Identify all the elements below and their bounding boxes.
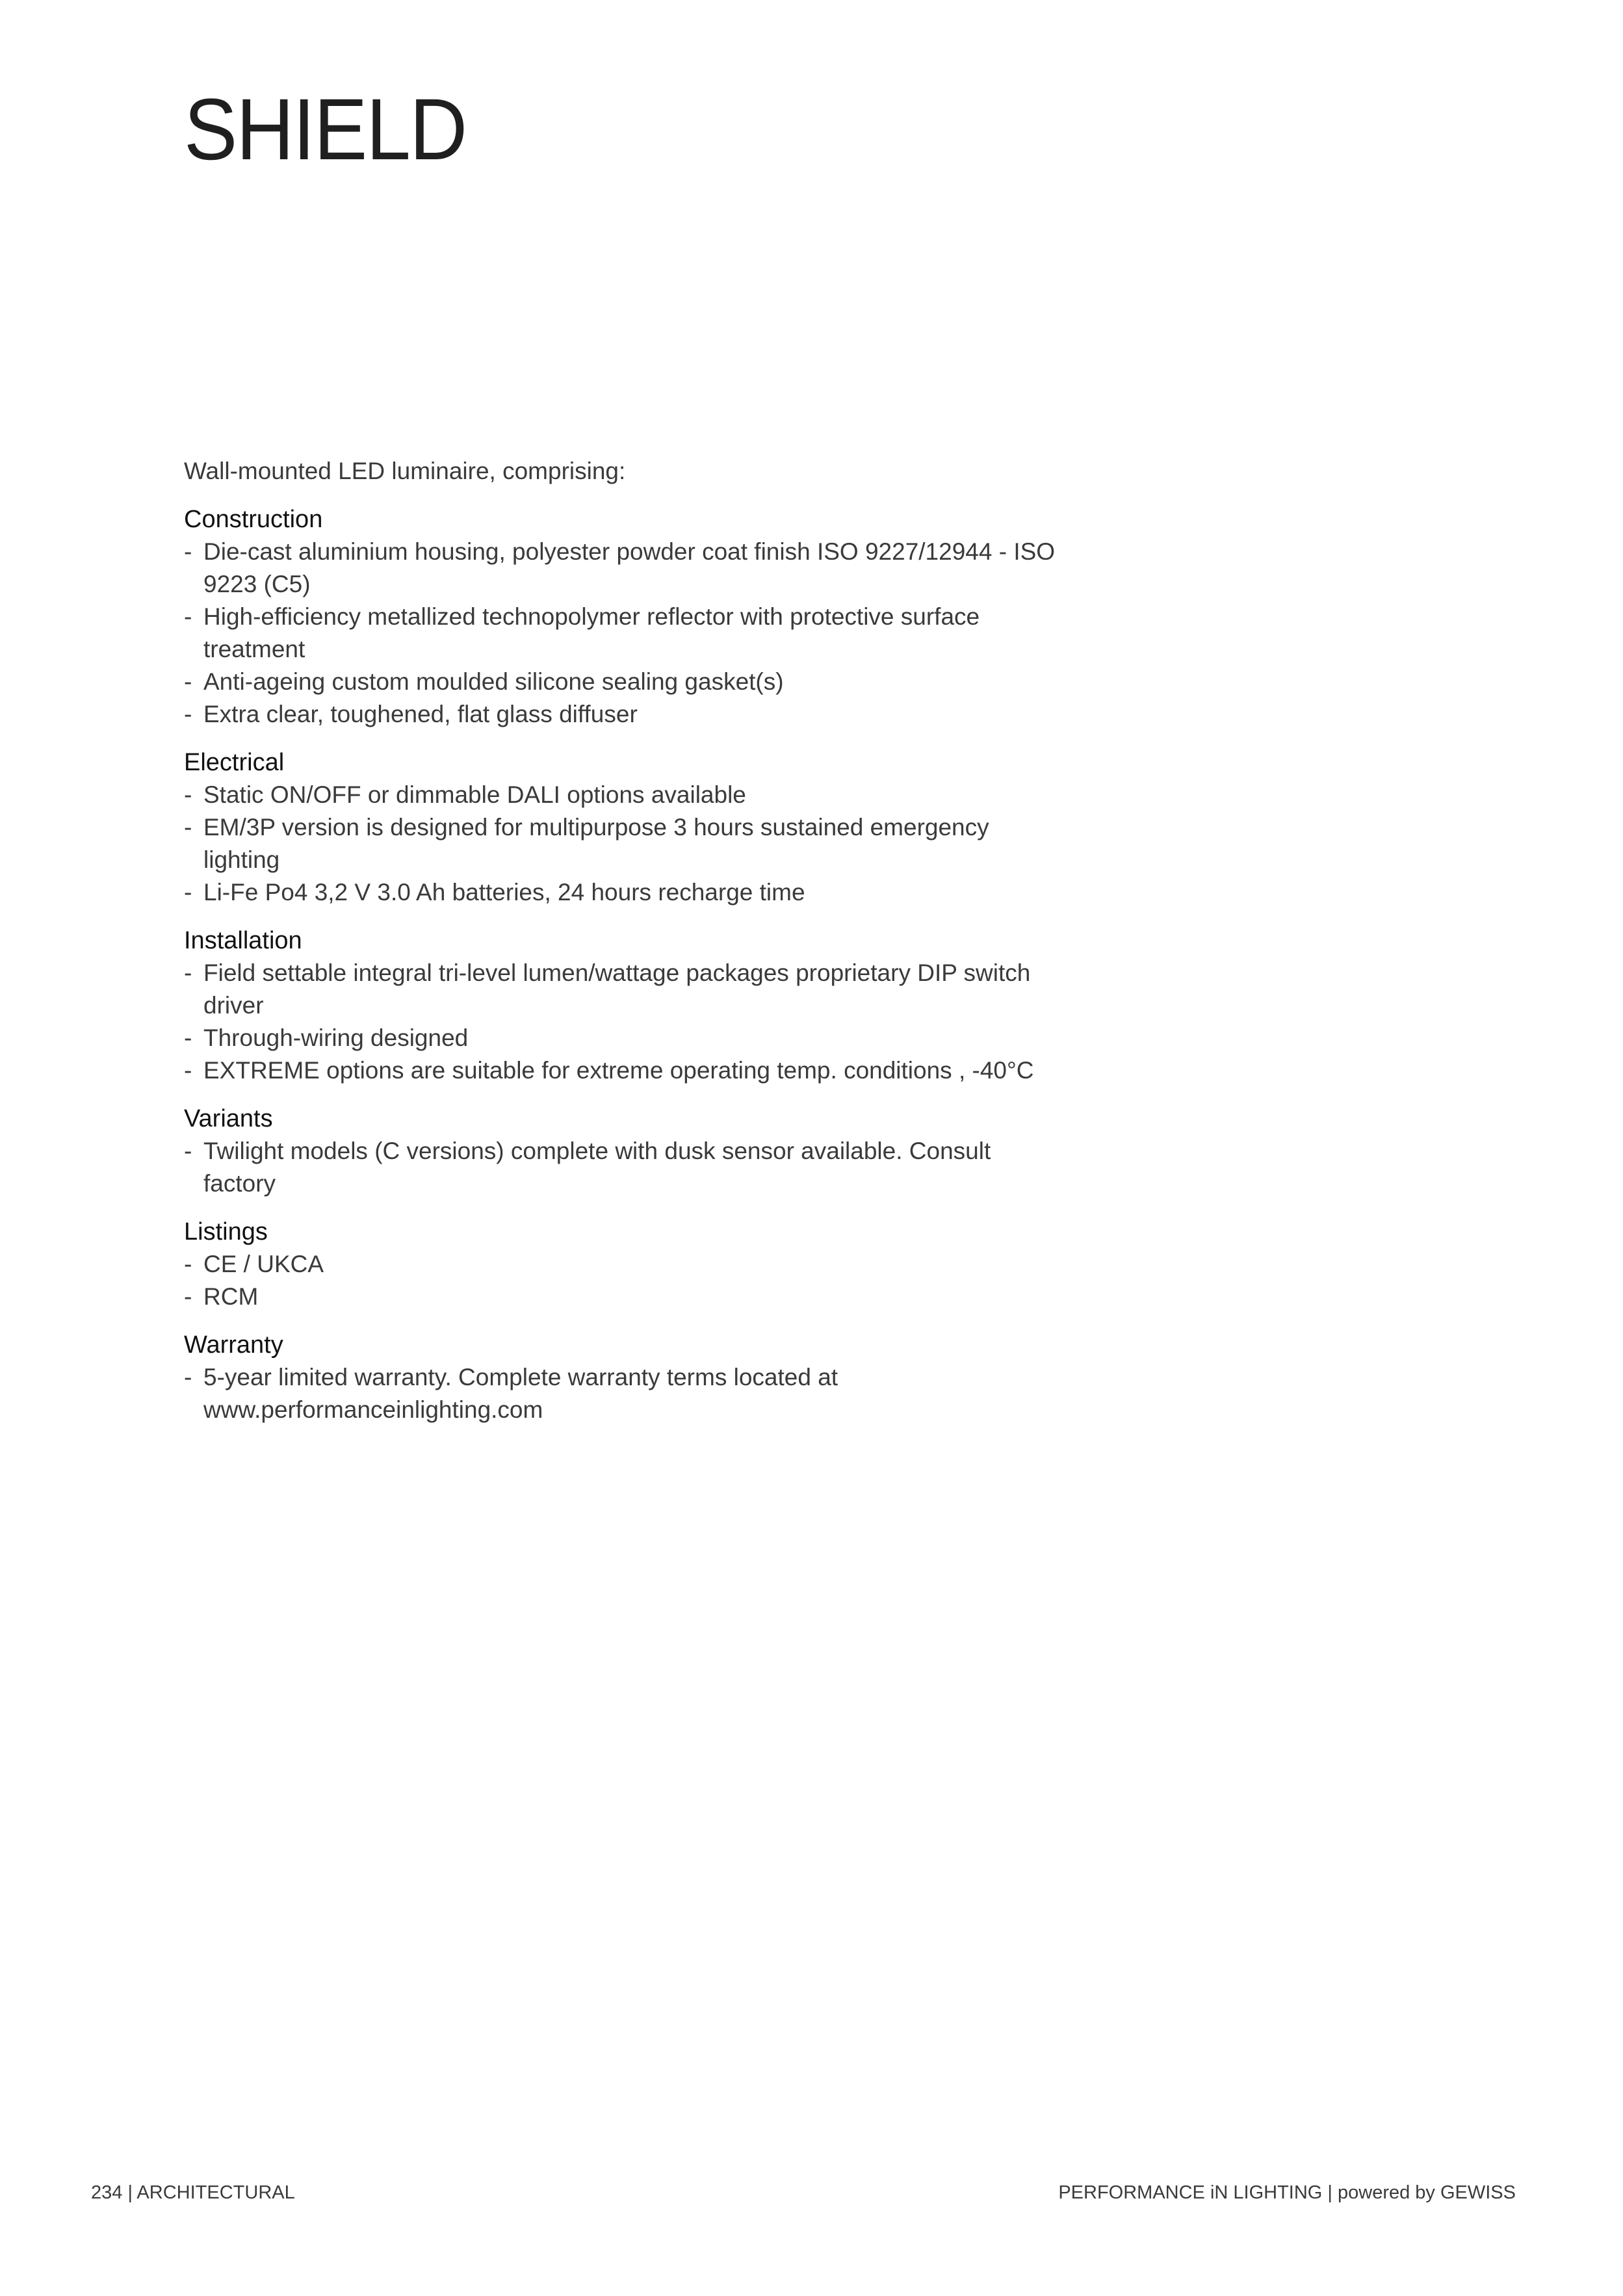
section-construction: [184, 503, 1068, 731]
page-title: SHIELD: [184, 81, 467, 178]
footer-brand: PERFORMANCE iN LIGHTING | powered by GEWISS: [1058, 2182, 1516, 2203]
section-title: Warranty: [184, 1331, 283, 1359]
section-title: Listings: [184, 1218, 268, 1246]
list-item: - Extra clear, toughened, flat glass diffuser: [184, 698, 1068, 731]
list-item: - CE / UKCA: [184, 1248, 1068, 1281]
list-item: - High-efficiency metallized technopolymer reflector with protective surface treatment: [184, 601, 1068, 666]
intro-text: Wall-mounted LED luminaire, comprising:: [184, 458, 626, 484]
section-listings: [184, 1216, 1068, 1313]
section-installation: [184, 924, 1068, 1087]
list-item: - Li-Fe Po4 3,2 V 3.0 Ah batteries, 24 hours recharge time: [184, 876, 1068, 909]
section-title: Installation: [184, 927, 302, 954]
list-item: - Static ON/OFF or dimmable DALI options available: [184, 779, 1068, 811]
section-title: Variants: [184, 1105, 273, 1132]
item-list: [184, 1135, 1068, 1200]
list-item: - 5-year limited warranty. Complete warranty terms located at www.performanceinlighting.com: [184, 1361, 1068, 1426]
item-list: [184, 957, 1068, 1087]
list-item: - Field settable integral tri-level lumen/wattage packages proprietary DIP switch driver: [184, 957, 1068, 1022]
item-list: [184, 779, 1068, 909]
footer-page-number: 234 | ARCHITECTURAL: [91, 2182, 295, 2203]
item-list: [184, 1248, 1068, 1313]
spec-content: [184, 455, 1068, 1442]
list-item: - EM/3P version is designed for multipurpose 3 hours sustained emergency lighting: [184, 811, 1068, 876]
list-item: - RCM: [184, 1281, 1068, 1313]
item-list: [184, 1361, 1068, 1426]
item-list: [184, 536, 1068, 731]
list-item: - EXTREME options are suitable for extreme operating temp. conditions , -40°C: [184, 1054, 1068, 1087]
section-warranty: [184, 1329, 1068, 1426]
section-electrical: [184, 746, 1068, 909]
list-item: - Twilight models (C versions) complete with dusk sensor available. Consult factory: [184, 1135, 1068, 1200]
section-title: Electrical: [184, 749, 285, 776]
section-title: Construction: [184, 506, 323, 533]
list-item: - Anti-ageing custom moulded silicone sealing gasket(s): [184, 666, 1068, 698]
list-item: - Through-wiring designed: [184, 1022, 1068, 1054]
list-item: - Die-cast aluminium housing, polyester powder coat finish ISO 9227/12944 - ISO 9223 (C5): [184, 536, 1068, 601]
section-variants: [184, 1102, 1068, 1200]
